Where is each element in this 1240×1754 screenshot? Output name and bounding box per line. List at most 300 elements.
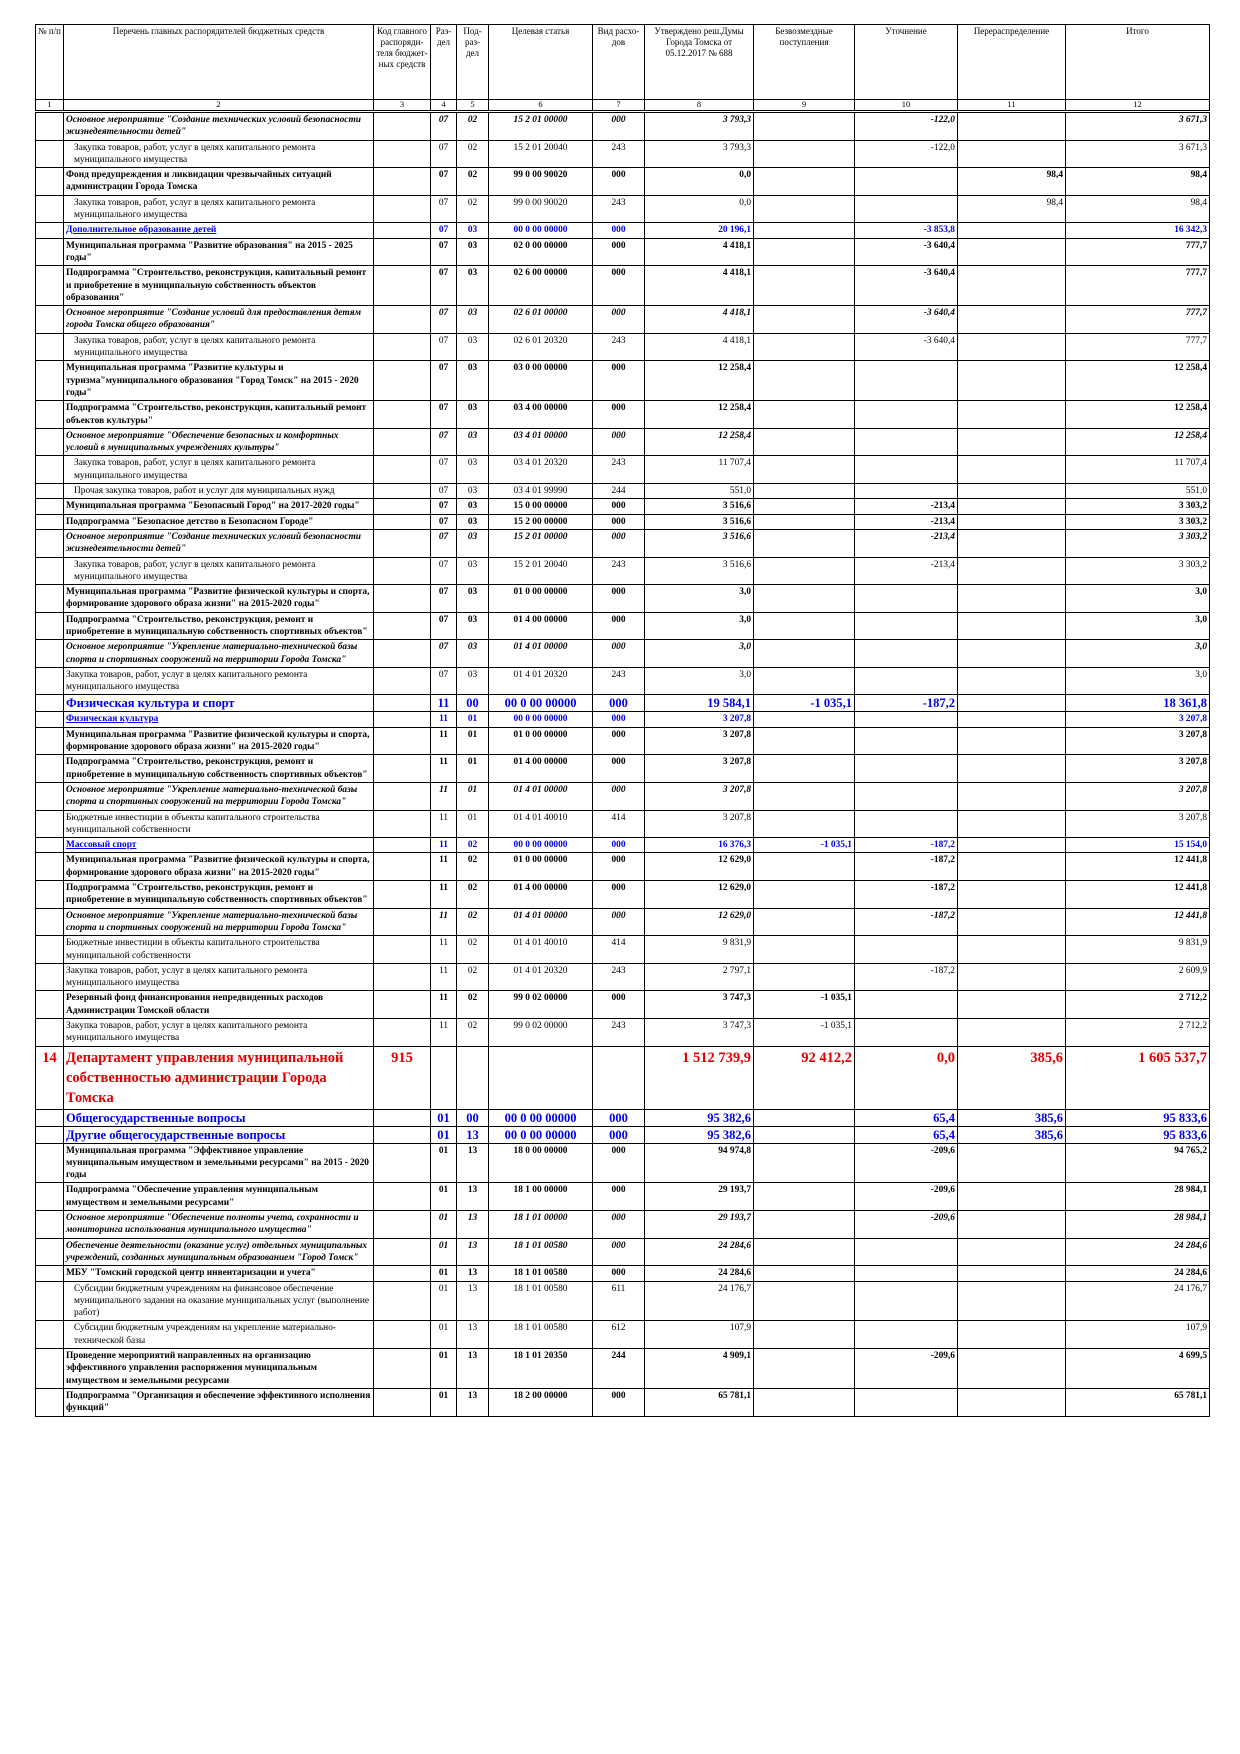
cell-code — [374, 667, 431, 695]
cell-no — [36, 195, 64, 223]
cell-v11 — [958, 1349, 1066, 1389]
cell-pr: 02 — [457, 963, 489, 991]
cell-v9 — [754, 1321, 855, 1349]
cell-v9 — [754, 223, 855, 238]
cell-vr: 000 — [593, 401, 645, 429]
cell-name: Основное мероприятие "Укрепление материально-технической базы спорта и спортивных сооружений на территории Города Томска" — [64, 782, 374, 810]
cell-v10: -209,6 — [855, 1143, 958, 1183]
cell-code — [374, 557, 431, 585]
cell-no — [36, 991, 64, 1019]
cell-rz: 01 — [431, 1238, 457, 1266]
table-row — [36, 1266, 1210, 1281]
cell-name: Закупка товаров, работ, услуг в целях капитального ремонта муниципального имущества — [64, 557, 374, 585]
cell-v8: 4 418,1 — [645, 333, 754, 361]
cell-no — [36, 1143, 64, 1183]
cell-v8: 29 193,7 — [645, 1183, 754, 1211]
budget-table — [35, 24, 1210, 1417]
cell-pr: 02 — [457, 140, 489, 168]
cell-name: Физическая культура и спорт — [64, 695, 374, 712]
header-cell: Код главного распоряди-теля бюджет-ных средств — [374, 25, 431, 100]
cell-cs: 00 0 00 00000 — [489, 695, 593, 712]
cell-code — [374, 810, 431, 838]
cell-vr: 000 — [593, 1388, 645, 1416]
cell-v12: 3 671,3 — [1066, 112, 1210, 141]
cell-name: Основное мероприятие "Создание технических условий безопасности жизнедеятельности детей" — [64, 529, 374, 557]
cell-cs: 15 2 01 00000 — [489, 529, 593, 557]
cell-pr: 02 — [457, 1019, 489, 1047]
cell-v8: 3 747,3 — [645, 991, 754, 1019]
cell-cs: 01 4 01 40010 — [489, 810, 593, 838]
table-row — [36, 712, 1210, 727]
cell-rz: 11 — [431, 782, 457, 810]
cell-vr: 244 — [593, 484, 645, 499]
cell-code — [374, 333, 431, 361]
cell-v8: 95 382,6 — [645, 1126, 754, 1143]
cell-rz: 07 — [431, 557, 457, 585]
header-cell: Утверждено реш.Думы Города Томска от 05.12.2017 № 688 — [645, 25, 754, 100]
cell-v9 — [754, 333, 855, 361]
cell-code — [374, 695, 431, 712]
cell-v10: -187,2 — [855, 963, 958, 991]
cell-cs: 00 0 00 00000 — [489, 223, 593, 238]
cell-pr: 13 — [457, 1238, 489, 1266]
cell-v10 — [855, 1281, 958, 1321]
cell-vr: 000 — [593, 908, 645, 936]
cell-vr: 000 — [593, 712, 645, 727]
table-row — [36, 755, 1210, 783]
cell-v8: 24 284,6 — [645, 1238, 754, 1266]
cell-v12: 95 833,6 — [1066, 1126, 1210, 1143]
cell-pr: 01 — [457, 810, 489, 838]
cell-vr: 000 — [593, 640, 645, 668]
cell-v11 — [958, 667, 1066, 695]
cell-pr: 03 — [457, 514, 489, 529]
cell-v10 — [855, 712, 958, 727]
cell-v11 — [958, 1238, 1066, 1266]
cell-vr: 000 — [593, 782, 645, 810]
cell-v9 — [754, 1281, 855, 1321]
column-number: 9 — [754, 100, 855, 112]
cell-cs: 18 1 01 00000 — [489, 1211, 593, 1239]
cell-rz: 01 — [431, 1126, 457, 1143]
cell-v8: 4 909,1 — [645, 1349, 754, 1389]
table-header — [36, 25, 1210, 112]
cell-name: Закупка товаров, работ, услуг в целях капитального ремонта муниципального имущества — [64, 140, 374, 168]
cell-pr: 03 — [457, 333, 489, 361]
cell-vr: 000 — [593, 112, 645, 141]
cell-rz: 07 — [431, 585, 457, 613]
table-row — [36, 266, 1210, 306]
cell-name: Обеспечение деятельности (оказание услуг) отдельных муниципальных учреждений, созданных муниципальным образованием "Город Томск" — [64, 1238, 374, 1266]
cell-pr: 02 — [457, 991, 489, 1019]
table-row — [36, 529, 1210, 557]
cell-name: Подпрограмма "Строительство, реконструкция, ремонт и приобретение в муниципальную собственность спортивных объектов" — [64, 755, 374, 783]
cell-v12: 3 207,8 — [1066, 727, 1210, 755]
cell-pr: 13 — [457, 1281, 489, 1321]
cell-v12: 3,0 — [1066, 585, 1210, 613]
cell-rz: 01 — [431, 1109, 457, 1126]
cell-code — [374, 1126, 431, 1143]
cell-name: Бюджетные инвестиции в объекты капитального строительства муниципальной собственности — [64, 936, 374, 964]
cell-v8: 4 418,1 — [645, 266, 754, 306]
cell-v11 — [958, 838, 1066, 853]
cell-code — [374, 585, 431, 613]
cell-v11 — [958, 1281, 1066, 1321]
table-row — [36, 484, 1210, 499]
cell-v10: 65,4 — [855, 1109, 958, 1126]
cell-code — [374, 1388, 431, 1416]
header-cell: Вид расхо-дов — [593, 25, 645, 100]
cell-v11 — [958, 1388, 1066, 1416]
cell-rz: 11 — [431, 712, 457, 727]
cell-v10: -3 640,4 — [855, 306, 958, 334]
cell-v9 — [754, 306, 855, 334]
cell-pr: 13 — [457, 1321, 489, 1349]
column-number: 2 — [64, 100, 374, 112]
cell-v9 — [754, 238, 855, 266]
cell-cs: 01 4 00 00000 — [489, 881, 593, 909]
cell-v10 — [855, 727, 958, 755]
cell-no — [36, 755, 64, 783]
cell-pr: 03 — [457, 612, 489, 640]
cell-cs: 15 2 01 00000 — [489, 112, 593, 141]
cell-no — [36, 1019, 64, 1047]
cell-name: МБУ "Томский городской центр инвентаризации и учета" — [64, 1266, 374, 1281]
cell-no — [36, 1388, 64, 1416]
cell-vr: 000 — [593, 585, 645, 613]
cell-v12: 12 441,8 — [1066, 908, 1210, 936]
cell-name: Закупка товаров, работ, услуг в целях капитального ремонта муниципального имущества — [64, 456, 374, 484]
cell-rz: 11 — [431, 936, 457, 964]
cell-v8: 19 584,1 — [645, 695, 754, 712]
cell-code — [374, 266, 431, 306]
cell-v10: -209,6 — [855, 1211, 958, 1239]
cell-code — [374, 1238, 431, 1266]
cell-pr: 03 — [457, 585, 489, 613]
cell-v10 — [855, 810, 958, 838]
cell-cs: 01 4 01 20320 — [489, 667, 593, 695]
cell-v12: 3 303,2 — [1066, 514, 1210, 529]
cell-rz: 07 — [431, 484, 457, 499]
cell-code — [374, 712, 431, 727]
cell-v8: 3,0 — [645, 585, 754, 613]
cell-name: Основное мероприятие "Создание технических условий безопасности жизнедеятельности детей" — [64, 112, 374, 141]
cell-v12: 9 831,9 — [1066, 936, 1210, 964]
cell-v12: 777,7 — [1066, 306, 1210, 334]
table-row — [36, 1126, 1210, 1143]
cell-v9 — [754, 195, 855, 223]
cell-name: Бюджетные инвестиции в объекты капитального строительства муниципальной собственности — [64, 810, 374, 838]
cell-name: Муниципальная программа "Развитие физической культуры и спорта, формирование здорового образа жизни" на 2015-2020 годы" — [64, 585, 374, 613]
cell-v8: 12 258,4 — [645, 428, 754, 456]
cell-vr: 243 — [593, 333, 645, 361]
cell-pr: 01 — [457, 712, 489, 727]
header-cell: Перераспределение — [958, 25, 1066, 100]
cell-code — [374, 936, 431, 964]
cell-name: Другие общегосударственные вопросы — [64, 1126, 374, 1143]
cell-v11 — [958, 853, 1066, 881]
cell-v9 — [754, 640, 855, 668]
cell-v10 — [855, 667, 958, 695]
cell-v12: 15 154,0 — [1066, 838, 1210, 853]
cell-v11 — [958, 456, 1066, 484]
cell-no — [36, 1183, 64, 1211]
cell-cs: 18 1 01 00580 — [489, 1281, 593, 1321]
cell-no — [36, 782, 64, 810]
cell-v11 — [958, 1321, 1066, 1349]
cell-rz: 11 — [431, 991, 457, 1019]
cell-name: Массовый спорт — [64, 838, 374, 853]
cell-v8: 95 382,6 — [645, 1109, 754, 1126]
table-row — [36, 1183, 1210, 1211]
cell-rz: 01 — [431, 1266, 457, 1281]
cell-v8: 3 207,8 — [645, 727, 754, 755]
cell-vr: 000 — [593, 1266, 645, 1281]
cell-v12: 777,7 — [1066, 266, 1210, 306]
cell-v10: -213,4 — [855, 514, 958, 529]
cell-pr: 03 — [457, 238, 489, 266]
table-row — [36, 810, 1210, 838]
cell-v8: 12 629,0 — [645, 853, 754, 881]
budget-page — [35, 24, 1209, 1417]
cell-code — [374, 727, 431, 755]
cell-cs: 01 0 00 00000 — [489, 727, 593, 755]
table-row — [36, 991, 1210, 1019]
cell-v10 — [855, 640, 958, 668]
cell-name: Подпрограмма "Безопасное детство в Безопасном Городе" — [64, 514, 374, 529]
cell-name: Муниципальная программа "Развитие физической культуры и спорта, формирование здорового образа жизни" на 2015-2020 годы" — [64, 853, 374, 881]
cell-v9 — [754, 529, 855, 557]
cell-no — [36, 557, 64, 585]
cell-v8: 4 418,1 — [645, 306, 754, 334]
cell-name: Закупка товаров, работ, услуг в целях капитального ремонта муниципального имущества — [64, 1019, 374, 1047]
column-number: 7 — [593, 100, 645, 112]
cell-code — [374, 1266, 431, 1281]
cell-no — [36, 881, 64, 909]
cell-rz: 11 — [431, 853, 457, 881]
cell-rz: 11 — [431, 908, 457, 936]
cell-v11 — [958, 514, 1066, 529]
table-row — [36, 195, 1210, 223]
cell-no — [36, 456, 64, 484]
cell-v9 — [754, 428, 855, 456]
cell-code — [374, 1349, 431, 1389]
cell-rz: 01 — [431, 1388, 457, 1416]
cell-name: Закупка товаров, работ, услуг в целях капитального ремонта муниципального имущества — [64, 963, 374, 991]
cell-rz: 07 — [431, 428, 457, 456]
cell-no — [36, 667, 64, 695]
cell-v12: 2 712,2 — [1066, 1019, 1210, 1047]
cell-cs: 00 0 00 00000 — [489, 712, 593, 727]
cell-v8: 0,0 — [645, 168, 754, 196]
cell-no — [36, 112, 64, 141]
cell-rz: 07 — [431, 168, 457, 196]
cell-v8: 3 516,6 — [645, 557, 754, 585]
column-number: 6 — [489, 100, 593, 112]
cell-v12: 2 712,2 — [1066, 991, 1210, 1019]
cell-v8: 9 831,9 — [645, 936, 754, 964]
cell-v12: 3 303,2 — [1066, 499, 1210, 514]
cell-code — [374, 1321, 431, 1349]
cell-pr: 13 — [457, 1266, 489, 1281]
cell-code — [374, 755, 431, 783]
cell-vr: 000 — [593, 1238, 645, 1266]
cell-v10 — [855, 361, 958, 401]
cell-cs: 15 2 01 20040 — [489, 140, 593, 168]
cell-no — [36, 428, 64, 456]
cell-cs: 02 6 00 00000 — [489, 266, 593, 306]
cell-pr: 02 — [457, 838, 489, 853]
cell-vr: 000 — [593, 428, 645, 456]
cell-pr: 03 — [457, 456, 489, 484]
cell-no — [36, 936, 64, 964]
cell-v11 — [958, 1143, 1066, 1183]
header-cell: Итого — [1066, 25, 1210, 100]
table-row — [36, 238, 1210, 266]
cell-v12: 98,4 — [1066, 168, 1210, 196]
cell-v9 — [754, 1109, 855, 1126]
cell-v10 — [855, 428, 958, 456]
cell-vr: 000 — [593, 838, 645, 853]
table-row — [36, 557, 1210, 585]
cell-name: Основное мероприятие "Обеспечение полноты учета, сохранности и мониторинга использования муниципального имущества" — [64, 1211, 374, 1239]
cell-rz: 07 — [431, 514, 457, 529]
cell-v9 — [754, 585, 855, 613]
cell-v8: 12 258,4 — [645, 401, 754, 429]
column-number: 10 — [855, 100, 958, 112]
cell-pr: 01 — [457, 782, 489, 810]
cell-v9 — [754, 1143, 855, 1183]
table-row — [36, 1281, 1210, 1321]
cell-v10 — [855, 1388, 958, 1416]
cell-cs: 15 2 00 00000 — [489, 514, 593, 529]
cell-v12: 24 284,6 — [1066, 1238, 1210, 1266]
cell-rz: 07 — [431, 223, 457, 238]
cell-code — [374, 195, 431, 223]
cell-pr: 00 — [457, 695, 489, 712]
cell-pr: 03 — [457, 667, 489, 695]
cell-pr: 03 — [457, 401, 489, 429]
header-cell: Безвозмездные поступления — [754, 25, 855, 100]
table-row — [36, 1321, 1210, 1349]
cell-v10 — [855, 782, 958, 810]
cell-vr: 000 — [593, 529, 645, 557]
cell-pr: 13 — [457, 1183, 489, 1211]
cell-name: Фонд предупреждения и ликвидации чрезвычайных ситуаций администрации Города Томска — [64, 168, 374, 196]
table-row — [36, 1238, 1210, 1266]
cell-v10 — [855, 612, 958, 640]
cell-name: Физическая культура — [64, 712, 374, 727]
cell-cs: 01 0 00 00000 — [489, 853, 593, 881]
cell-name: Основное мероприятие "Укрепление материально-технической базы спорта и спортивных сооружений на территории Города Томска" — [64, 908, 374, 936]
cell-v9 — [754, 782, 855, 810]
cell-v9 — [754, 266, 855, 306]
cell-v11: 98,4 — [958, 195, 1066, 223]
cell-v8: 3 207,8 — [645, 712, 754, 727]
cell-v8: 3,0 — [645, 640, 754, 668]
cell-v11 — [958, 1266, 1066, 1281]
table-row — [36, 1019, 1210, 1047]
cell-v8: 12 258,4 — [645, 361, 754, 401]
cell-v10: -187,2 — [855, 695, 958, 712]
cell-v11 — [958, 1211, 1066, 1239]
cell-v11 — [958, 782, 1066, 810]
cell-pr: 02 — [457, 908, 489, 936]
cell-cs: 00 0 00 00000 — [489, 1126, 593, 1143]
cell-vr: 243 — [593, 456, 645, 484]
cell-v8: 3 793,3 — [645, 140, 754, 168]
table-row — [36, 1211, 1210, 1239]
cell-v12: 3,0 — [1066, 640, 1210, 668]
cell-v10: 65,4 — [855, 1126, 958, 1143]
cell-v9 — [754, 557, 855, 585]
cell-v9 — [754, 140, 855, 168]
cell-name: Департамент управления муниципальной собственностью администрации Города Томска — [64, 1046, 374, 1109]
cell-name: Подпрограмма "Обеспечение управления муниципальным имуществом и земельными ресурсами" — [64, 1183, 374, 1211]
cell-cs: 01 4 00 00000 — [489, 612, 593, 640]
cell-vr: 244 — [593, 1349, 645, 1389]
cell-cs: 18 0 00 00000 — [489, 1143, 593, 1183]
cell-name: Основное мероприятие "Обеспечение безопасных и комфортных условий в муниципальных учреждениях культуры" — [64, 428, 374, 456]
cell-v12: 98,4 — [1066, 195, 1210, 223]
cell-v12: 12 258,4 — [1066, 428, 1210, 456]
cell-v8: 1 512 739,9 — [645, 1046, 754, 1109]
cell-v10 — [855, 195, 958, 223]
cell-vr: 243 — [593, 195, 645, 223]
cell-v11 — [958, 401, 1066, 429]
cell-name: Подпрограмма "Строительство, реконструкция, капитальный ремонт объектов культуры" — [64, 401, 374, 429]
cell-code — [374, 908, 431, 936]
cell-rz: 01 — [431, 1349, 457, 1389]
cell-v9 — [754, 499, 855, 514]
cell-code — [374, 1281, 431, 1321]
cell-rz: 07 — [431, 640, 457, 668]
cell-name: Муниципальная программа "Эффективное управление муниципальным имуществом и земельными ресурсами" на 2015 - 2020 годы — [64, 1143, 374, 1183]
cell-v9 — [754, 881, 855, 909]
cell-v9 — [754, 667, 855, 695]
cell-code — [374, 456, 431, 484]
cell-cs: 01 4 00 00000 — [489, 755, 593, 783]
cell-v11 — [958, 908, 1066, 936]
cell-cs: 01 4 01 00000 — [489, 640, 593, 668]
cell-code — [374, 963, 431, 991]
cell-no — [36, 266, 64, 306]
cell-v12: 3 207,8 — [1066, 782, 1210, 810]
cell-code — [374, 223, 431, 238]
cell-vr: 414 — [593, 810, 645, 838]
table-row — [36, 223, 1210, 238]
cell-v10: -187,2 — [855, 838, 958, 853]
cell-no — [36, 514, 64, 529]
cell-rz: 07 — [431, 266, 457, 306]
cell-v12: 3 303,2 — [1066, 557, 1210, 585]
cell-no — [36, 712, 64, 727]
cell-v10: -213,4 — [855, 529, 958, 557]
cell-code — [374, 484, 431, 499]
cell-vr: 000 — [593, 727, 645, 755]
cell-v9 — [754, 456, 855, 484]
cell-v8: 24 284,6 — [645, 1266, 754, 1281]
cell-v8: 3 516,6 — [645, 514, 754, 529]
cell-v11: 385,6 — [958, 1046, 1066, 1109]
cell-vr: 000 — [593, 361, 645, 401]
cell-code — [374, 881, 431, 909]
cell-v9: -1 035,1 — [754, 695, 855, 712]
cell-code — [374, 401, 431, 429]
cell-v11 — [958, 712, 1066, 727]
column-number: 3 — [374, 100, 431, 112]
cell-name: Основное мероприятие "Укрепление материально-технической базы спорта и спортивных сооружений на территории Города Томска" — [64, 640, 374, 668]
